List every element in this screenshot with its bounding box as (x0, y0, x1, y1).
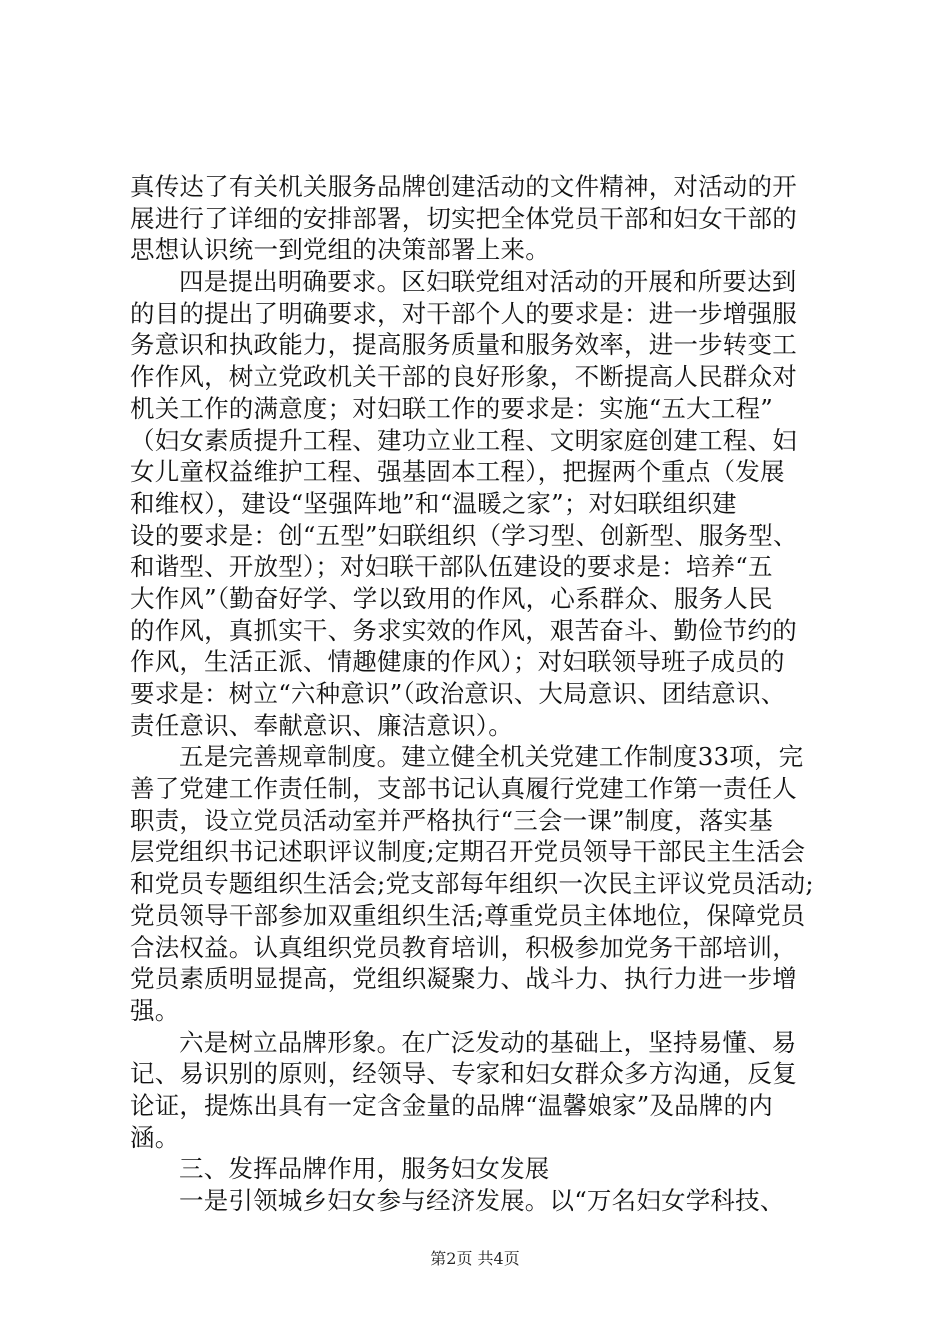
text-line: 思想认识统一到党组的决策部署上来。 (130, 235, 550, 265)
text-line: 五是完善规章制度。建立健全机关党建工作制度33项，完 (179, 742, 804, 772)
text-line: 一是引领城乡妇女参与经济发展。以“万名妇女学科技、 (179, 1186, 785, 1215)
text-line: 和党员专题组织生活会;党支部每年组织一次民主评议党员活动; (130, 869, 814, 899)
text-line: 和谐型、开放型）；对妇联干部队伍建设的要求是：培养“五 (130, 552, 773, 582)
text-line: 合法权益。认真组织党员教育培训，积极参加党务干部培训， (130, 932, 797, 962)
text-line: 机关工作的满意度；对妇联工作的要求是：实施“五大工程” (130, 393, 773, 423)
text-line: 三、发挥品牌作用，服务妇女发展 (179, 1154, 550, 1184)
text-line: 职责，设立党员活动室并严格执行“三会一课”制度，落实基 (130, 805, 773, 835)
text-line: 展进行了详细的安排部署，切实把全体党员干部和妇女干部的 (130, 203, 797, 233)
text-line: 和维权），建设“坚强阵地”和“温暖之家”；对妇联组织建 (130, 488, 737, 518)
text-line: 要求是：树立“六种意识”（政治意识、大局意识、团结意识、 (130, 679, 786, 708)
text-line: 记、易识别的原则，经领导、专家和妇女群众多方沟通，反复 (130, 1059, 797, 1089)
page-footer: 第2页 共4页 (430, 1249, 520, 1268)
text-line: 涵。 (130, 1122, 180, 1152)
text-line: 作作风，树立党政机关干部的良好形象，不断提高人民群众对 (130, 362, 797, 392)
text-line: 层党组织书记述职评议制度;定期召开党员领导干部民主生活会 (130, 837, 806, 867)
text-line: 设的要求是：创“五型”妇联组织（学习型、创新型、服务型、 (130, 520, 798, 550)
text-line: 务意识和执政能力，提高服务质量和服务效率，进一步转变工 (130, 330, 797, 360)
text-line: 善了党建工作责任制，支部书记认真履行党建工作第一责任人 (130, 774, 797, 804)
text-line: 论证，提炼出具有一定含金量的品牌“温馨娘家”及品牌的内 (130, 1090, 773, 1120)
document-body (130, 171, 840, 1217)
text-line: 党员素质明显提高，党组织凝聚力、战斗力、执行力进一步增 (130, 964, 797, 994)
text-line: 强。 (130, 995, 180, 1025)
text-line: （妇女素质提升工程、建功立业工程、文明家庭创建工程、妇 (130, 425, 797, 455)
text-line: 四是提出明确要求。区妇联党组对活动的开展和所要达到 (179, 267, 797, 297)
text-line: 的目的提出了明确要求，对干部个人的要求是：进一步增强服 (130, 298, 797, 328)
text-line: 女儿童权益维护工程、强基固本工程），把握两个重点（发展 (130, 457, 785, 487)
text-line: 真传达了有关机关服务品牌创建活动的文件精神，对活动的开 (130, 172, 797, 201)
text-line: 党员领导干部参加双重组织生活;尊重党员主体地位，保障党员 (130, 900, 806, 930)
text-line: 作风，生活正派、情趣健康的作风）；对妇联领导班子成员的 (130, 647, 785, 677)
text-line: 大作风”（勤奋好学、学以致用的作风，心系群众、服务人民 (130, 583, 773, 613)
text-line: 责任意识、奉献意识、廉洁意识）。 (130, 710, 513, 740)
text-line: 的作风，真抓实干、务求实效的作风，艰苦奋斗、勤俭节约的 (130, 615, 797, 645)
text-line: 六是树立品牌形象。在广泛发动的基础上，坚持易懂、易 (179, 1027, 797, 1057)
